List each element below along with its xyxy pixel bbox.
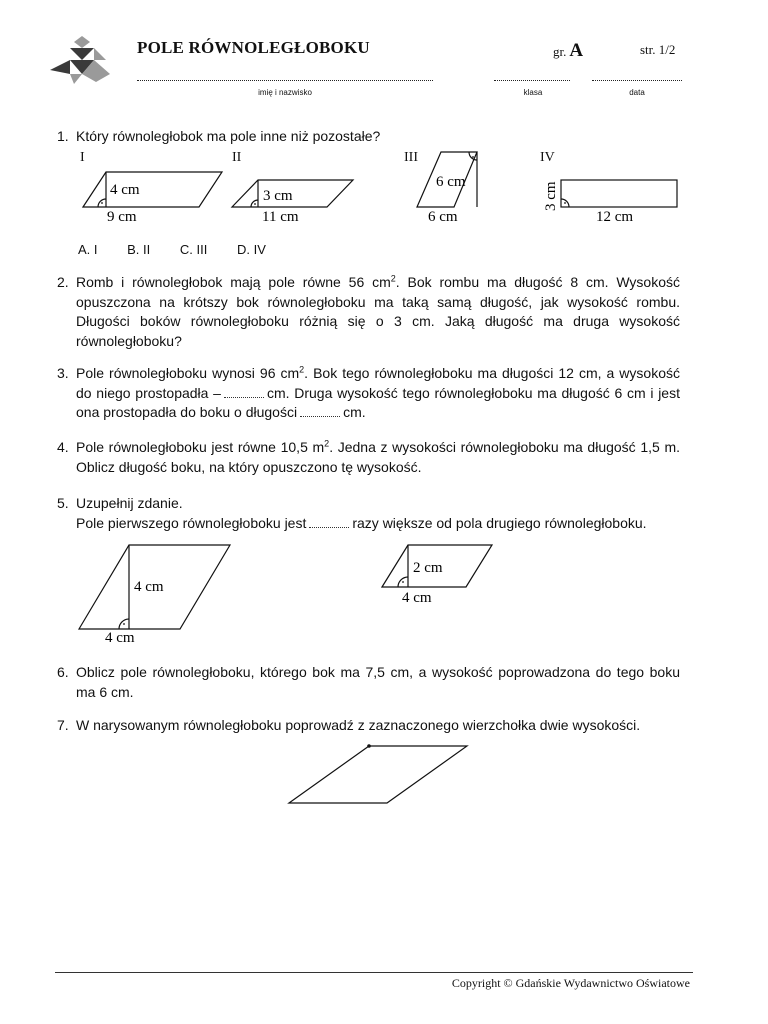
right-angle-dot: [101, 202, 103, 204]
text-part: razy większe od pola drugiego równoległoboku.: [352, 514, 647, 531]
question-number: 5.: [57, 495, 69, 511]
base-label: 11 cm: [262, 209, 299, 225]
q1-figures: [0, 140, 768, 230]
logo-tangram-piece: [94, 48, 106, 60]
publisher-logo: [48, 34, 116, 86]
question-number: 2.: [57, 274, 69, 290]
logo-tangram-piece: [70, 74, 82, 84]
option-d[interactable]: D. IV: [236, 242, 266, 257]
question-2: [57, 273, 680, 351]
height-label: 4 cm: [134, 579, 164, 595]
question-number: 4.: [57, 439, 69, 455]
footer-divider: [55, 972, 693, 973]
text-part: Pole równoległoboku wynosi 96 cm: [76, 365, 300, 381]
question-5: [57, 494, 680, 533]
base-label: 4 cm: [402, 590, 432, 606]
question-3: [57, 364, 680, 423]
answer-blank-1[interactable]: [224, 385, 264, 398]
instruction: Uzupełnij zdanie.: [76, 495, 183, 511]
right-angle-dot: [564, 202, 566, 204]
question-text: [76, 364, 680, 423]
parallelogram-figure-1: [83, 172, 222, 207]
right-angle-dot: [402, 581, 404, 583]
height-label: 3 cm: [263, 188, 293, 204]
question-7: [57, 716, 680, 736]
right-angle-dot: [472, 156, 474, 158]
base-label: 4 cm: [105, 630, 135, 646]
option-a[interactable]: A. I: [78, 242, 98, 257]
name-field[interactable]: [137, 80, 433, 81]
base-label: 12 cm: [596, 209, 634, 225]
sentence: [76, 514, 680, 534]
right-angle-dot: [254, 203, 256, 205]
rectangle-figure-4: [561, 180, 677, 207]
question-6: [57, 663, 680, 702]
figure-label: II: [232, 150, 242, 165]
figure-label: I: [80, 150, 85, 165]
question-text: W narysowanym równoległoboku poprowadź z zaznaczonego wierzchołka dwie wysokości.: [76, 717, 641, 733]
class-caption: klasa: [523, 88, 543, 97]
date-caption: data: [629, 88, 645, 97]
base-label: 9 cm: [107, 209, 137, 225]
copyright: Copyright © Gdańskie Wydawnictwo Oświatowe: [451, 976, 690, 990]
logo-tangram-piece: [70, 48, 94, 60]
question-text: [76, 438, 680, 477]
date-field[interactable]: [592, 80, 682, 81]
question-text: [76, 273, 680, 351]
figure-label: IV: [540, 150, 555, 165]
page-number: str. 1/2: [640, 42, 676, 57]
text-part: . Bok rombu ma długość 8 cm. Wysokość opuszczona na krótszy bok równoległoboku ma taką samą długość, jak wysokość rombu. Długości boków równoległoboku różnią się o 3 cm. Jaką długość ma druga wysokość równoległoboku?: [76, 274, 680, 349]
text-part: . Jedna z wysokości równoległoboku ma długość 1,5 m. Oblicz długość boku, na który opuszczono tę wysokość.: [76, 439, 680, 475]
text-part: . Bok tego równoległoboku ma długości 12 cm, a wysokość do niego prostopadła –: [76, 365, 680, 401]
q7-parallelogram: [0, 740, 768, 810]
text-part: Pole równoległoboku jest równe 10,5 m: [76, 439, 325, 455]
logo-tangram-piece: [74, 36, 90, 48]
text-part: cm.: [343, 404, 366, 420]
question-number: 3.: [57, 365, 69, 381]
marked-vertex[interactable]: [367, 744, 371, 748]
superscript: 2: [324, 438, 330, 449]
text-part: cm. Druga wysokość tego równoległoboku ma długość 6 cm i jest ona prostopadła do boku o długości: [76, 384, 680, 420]
question-number: 1.: [57, 128, 69, 144]
height-label: 6 cm: [436, 174, 466, 190]
question-text: Który równoległobok ma pole inne niż pozostałe?: [76, 128, 381, 144]
logo-tangram-piece: [50, 60, 70, 74]
group-label: [553, 40, 583, 62]
height-label: 2 cm: [413, 560, 443, 576]
parallelogram-outline: [289, 746, 467, 803]
page-title: POLE RÓWNOLEGŁOBOKU: [137, 38, 370, 57]
answer-blank[interactable]: [309, 515, 349, 528]
name-caption: imię i nazwisko: [258, 88, 312, 97]
q5-figures: [0, 540, 768, 650]
base-label: 6 cm: [428, 209, 458, 225]
option-b[interactable]: B. II: [127, 242, 151, 257]
option-c[interactable]: C. III: [179, 242, 208, 257]
answer-blank-2[interactable]: [300, 404, 340, 417]
question-number: 7.: [57, 717, 69, 733]
text-part: Romb i równoległobok mają pole równe 56 cm: [76, 274, 391, 290]
figure-label: III: [404, 150, 418, 165]
question-4: [57, 438, 680, 477]
question-text: [76, 494, 680, 533]
height-label: 4 cm: [110, 182, 140, 198]
group-letter: A: [569, 40, 584, 61]
q1-options: [78, 242, 292, 257]
group-prefix: gr.: [553, 44, 567, 59]
question-number: 6.: [57, 664, 69, 680]
height-label: 3 cm: [543, 181, 559, 211]
superscript: 2: [390, 273, 396, 284]
superscript: 2: [299, 364, 305, 375]
question-text: Oblicz pole równoległoboku, którego bok ma 7,5 cm, a wysokość poprowadzona do tego boku ma 6 cm.: [76, 664, 680, 700]
right-angle-dot: [123, 623, 125, 625]
text-part: Pole pierwszego równoległoboku jest: [76, 514, 307, 531]
class-field[interactable]: [494, 80, 570, 81]
